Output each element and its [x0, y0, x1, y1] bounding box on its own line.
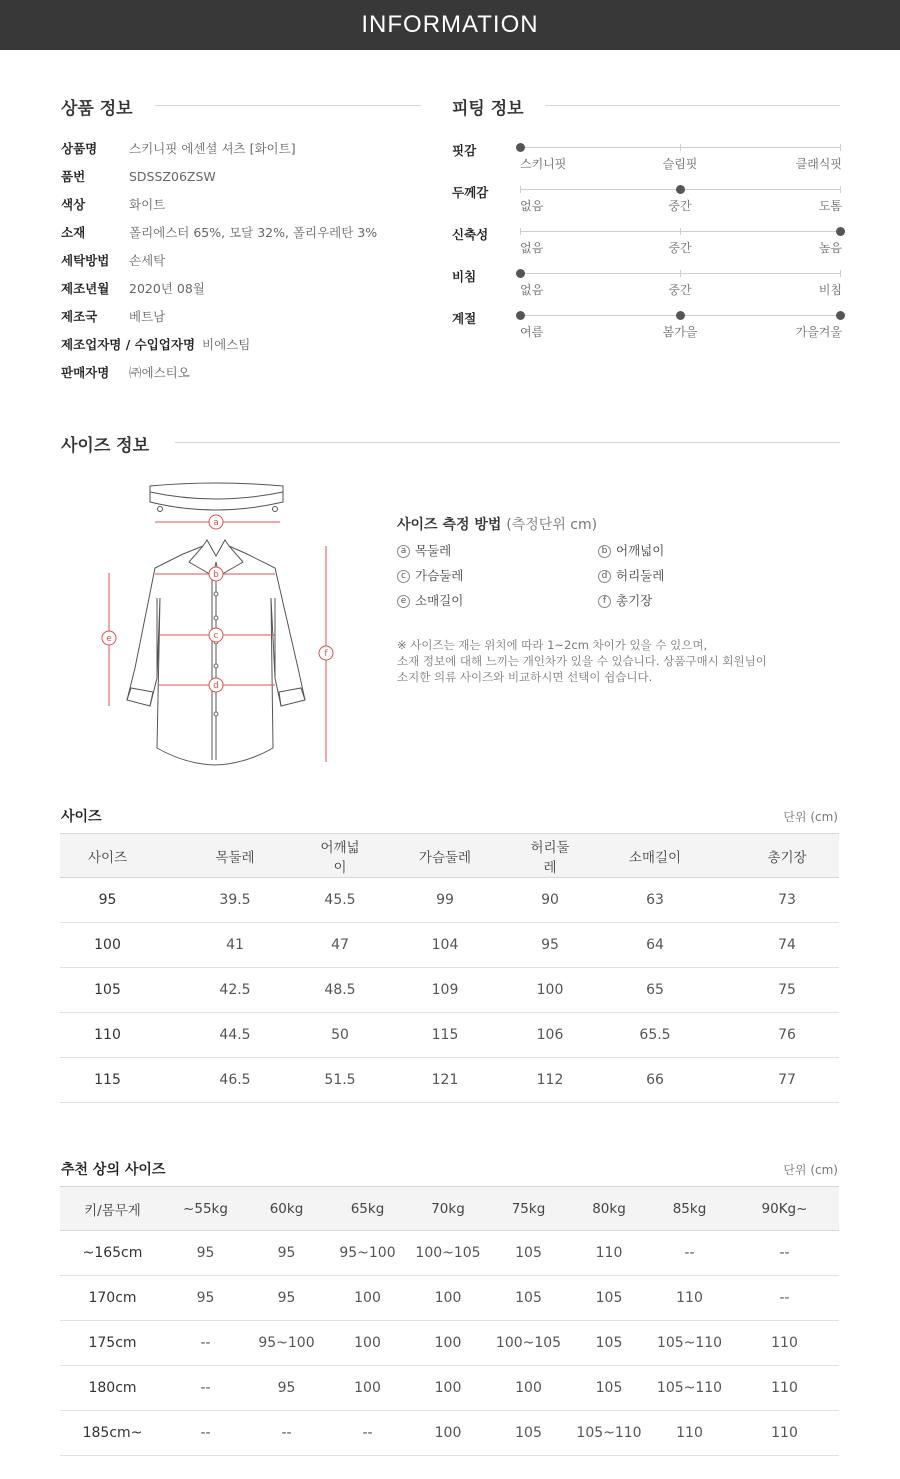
table-cell: 73 [735, 878, 839, 923]
divider [545, 105, 840, 106]
table-cell: 74 [735, 923, 839, 968]
product-info-value: 베트남 [129, 309, 166, 324]
fitting-tick [840, 186, 841, 193]
fitting-option: 도톰 [818, 199, 842, 213]
table-cell: 100 [408, 1411, 488, 1456]
table-header-cell: 80kg [569, 1187, 649, 1231]
fitting-selected-dot [516, 311, 525, 320]
table-cell: -- [649, 1231, 730, 1276]
table-header-cell: 60kg [246, 1187, 327, 1231]
measure-item [397, 566, 463, 584]
table-cell: 100 [327, 1276, 408, 1321]
table-cell: 42.5 [155, 968, 315, 1013]
product-info-value: 비에스팀 [202, 337, 251, 352]
table-header-cell: ~55kg [165, 1187, 246, 1231]
measure-label: 어깨넓이 [616, 543, 665, 558]
fitting-selected-dot [836, 311, 845, 320]
table-cell: 105 [569, 1321, 649, 1366]
table-cell: 75 [735, 968, 839, 1013]
table-row [60, 1276, 839, 1321]
table-cell: 44.5 [155, 1013, 315, 1058]
table-cell: 95 [525, 923, 575, 968]
product-info-label: 색상 [61, 197, 86, 212]
size-info-title: 사이즈 정보 [61, 431, 167, 456]
product-info-label: 판매자명 [61, 365, 110, 380]
table-cell: -- [165, 1366, 246, 1411]
information-banner: INFORMATION [0, 0, 900, 50]
table-header-cell: 사이즈 [60, 834, 155, 878]
table-cell: 105~110 [569, 1411, 649, 1456]
table-cell: 95 [165, 1231, 246, 1276]
table-header-cell: 70kg [408, 1187, 488, 1231]
table-cell: 180cm [60, 1366, 165, 1411]
table-cell: 46.5 [155, 1058, 315, 1103]
table-cell: 105 [569, 1276, 649, 1321]
table-row [60, 1411, 839, 1456]
fitting-tick [840, 270, 841, 277]
fitting-tick [520, 228, 521, 235]
table-header-cell: 총기장 [735, 834, 839, 878]
divider [175, 442, 840, 443]
table-header-cell: 가슴둘레 [365, 834, 525, 878]
table-cell: 105 [569, 1366, 649, 1411]
table-cell: -- [165, 1321, 246, 1366]
table-cell: 109 [365, 968, 525, 1013]
table-cell: 110 [60, 1013, 155, 1058]
measure-label: 소매길이 [415, 593, 464, 608]
table-cell: 100~105 [408, 1231, 488, 1276]
table-cell: ~165cm [60, 1231, 165, 1276]
table-cell: 185cm~ [60, 1411, 165, 1456]
measure-letter: b [598, 545, 611, 558]
product-info-value: 폴리에스터 65%, 모달 32%, 폴리우레탄 3% [129, 225, 378, 240]
table-cell: 106 [525, 1013, 575, 1058]
table-cell: 100~105 [488, 1321, 569, 1366]
fitting-option: 없음 [520, 241, 544, 255]
table-cell: 110 [730, 1366, 839, 1411]
product-info-value: 손세탁 [129, 253, 166, 268]
size-table [60, 833, 839, 1103]
recommend-table-unit: 단위 (cm) [783, 1163, 838, 1177]
table-row [60, 1321, 839, 1366]
measure-letter: d [598, 570, 611, 583]
fitting-scale [520, 189, 842, 213]
fitting-option: 중간 [668, 283, 692, 297]
measure-letter: e [397, 595, 410, 608]
size-table-title: 사이즈 [61, 809, 102, 825]
table-cell: 77 [735, 1058, 839, 1103]
product-info-label: 세탁방법 [61, 253, 110, 268]
table-cell: 95 [246, 1366, 327, 1411]
table-cell: 66 [575, 1058, 735, 1103]
table-row [60, 878, 839, 923]
table-cell: 39.5 [155, 878, 315, 923]
fitting-label: 두께감 [452, 185, 489, 200]
fitting-option: 없음 [520, 199, 544, 213]
table-cell: 76 [735, 1013, 839, 1058]
table-header-cell: 허리둘레 [525, 834, 575, 878]
table-cell: 48.5 [315, 968, 365, 1013]
table-row [60, 1013, 839, 1058]
fitting-label: 핏감 [452, 143, 477, 158]
measure-item [397, 591, 463, 609]
table-cell: 100 [408, 1366, 488, 1411]
product-info-label: 소재 [61, 225, 86, 240]
size-note: ※ 사이즈는 재는 위치에 따라 1~2cm 차이가 있을 수 있으며, 소재 정보에 대해 느끼는 개인차가 있을 수 있습니다. 상품구매시 회원님이 소지한 의류 사이즈와 비교하시면 선택이 쉽습니다. [397, 638, 767, 684]
table-header-cell: 소매길이 [575, 834, 735, 878]
fitting-selected-dot [676, 311, 685, 320]
table-header-cell: 어깨넓이 [315, 834, 365, 878]
table-row [60, 1231, 839, 1276]
table-cell: 170cm [60, 1276, 165, 1321]
table-cell: 95 [246, 1276, 327, 1321]
table-cell: 45.5 [315, 878, 365, 923]
table-cell: 100 [60, 923, 155, 968]
table-cell: -- [246, 1411, 327, 1456]
table-cell: -- [165, 1411, 246, 1456]
fitting-option: 스키니핏 [520, 157, 567, 171]
table-header-cell: 키/몸무게 [60, 1187, 165, 1231]
product-info-label: 제조년월 [61, 281, 110, 296]
table-cell: 100 [408, 1321, 488, 1366]
table-cell: 90 [525, 878, 575, 923]
fitting-tick [680, 270, 681, 277]
table-cell: -- [730, 1276, 839, 1321]
fitting-option: 높음 [818, 241, 842, 255]
table-cell: 95 [246, 1231, 327, 1276]
measure-label: 가슴둘레 [415, 568, 464, 583]
measure-label: 허리둘레 [616, 568, 665, 583]
product-info-value: ㈜에스티오 [129, 365, 190, 380]
table-cell: 100 [408, 1276, 488, 1321]
fitting-row [452, 311, 842, 345]
fitting-option: 없음 [520, 283, 544, 297]
measure-item [598, 541, 664, 559]
fitting-option: 봄가을 [662, 325, 698, 339]
measure-label: 목둘레 [415, 543, 452, 558]
fitting-row [452, 227, 842, 261]
table-cell: 115 [365, 1013, 525, 1058]
fitting-tick [840, 144, 841, 151]
table-header-row [60, 834, 839, 878]
table-row [60, 968, 839, 1013]
table-row [60, 1058, 839, 1103]
fitting-scale [520, 315, 842, 339]
table-cell: 47 [315, 923, 365, 968]
fitting-label: 계절 [452, 311, 477, 326]
table-cell: 175cm [60, 1321, 165, 1366]
shirt-diagram [95, 478, 345, 770]
fitting-option: 가을겨울 [795, 325, 842, 339]
product-info-value: 2020년 08월 [129, 281, 205, 296]
fitting-option: 여름 [520, 325, 544, 339]
table-cell: 100 [327, 1366, 408, 1411]
fitting-selected-dot [516, 269, 525, 278]
table-header-cell: 90Kg~ [730, 1187, 839, 1231]
table-cell: 110 [649, 1276, 730, 1321]
table-cell: 110 [730, 1321, 839, 1366]
fitting-scale [520, 231, 842, 255]
table-header-cell: 75kg [488, 1187, 569, 1231]
fitting-selected-dot [516, 143, 525, 152]
table-cell: 41 [155, 923, 315, 968]
fitting-tick [520, 186, 521, 193]
table-cell: 50 [315, 1013, 365, 1058]
table-cell: 105 [488, 1411, 569, 1456]
measure-label: 총기장 [616, 593, 653, 608]
recommend-table-title: 추천 상의 사이즈 [61, 1162, 166, 1178]
fitting-option: 중간 [668, 199, 692, 213]
fitting-scale [520, 147, 842, 171]
diagram-letter: f [324, 649, 328, 659]
table-cell: 95 [165, 1276, 246, 1321]
table-cell: 105 [60, 968, 155, 1013]
measure-item [397, 541, 451, 559]
fitting-tick [680, 144, 681, 151]
diagram-letter: a [213, 518, 219, 528]
table-cell: 95~100 [246, 1321, 327, 1366]
table-header-row [60, 1187, 839, 1231]
measure-letter: a [397, 545, 410, 558]
table-cell: 51.5 [315, 1058, 365, 1103]
product-info-label: 품번 [61, 169, 86, 184]
product-info-value: SDSSZ06ZSW [129, 169, 216, 184]
table-cell: 110 [730, 1411, 839, 1456]
product-info-label: 제조국 [61, 309, 98, 324]
table-cell: 105~110 [649, 1321, 730, 1366]
table-cell: 121 [365, 1058, 525, 1103]
fitting-row [452, 269, 842, 303]
table-cell: 99 [365, 878, 525, 923]
table-cell: 105~110 [649, 1366, 730, 1411]
fitting-tick [680, 228, 681, 235]
fitting-label: 비침 [452, 269, 477, 284]
product-info-value: 화이트 [129, 197, 166, 212]
table-cell: 65.5 [575, 1013, 735, 1058]
table-cell: 115 [60, 1058, 155, 1103]
diagram-letter: d [213, 681, 219, 691]
table-cell: 100 [488, 1366, 569, 1411]
diagram-letter: b [213, 570, 219, 580]
fitting-info-title: 피팅 정보 [452, 94, 542, 119]
measure-letter: f [598, 595, 611, 608]
fitting-scale [520, 273, 842, 297]
table-row [60, 1366, 839, 1411]
table-cell: 100 [327, 1321, 408, 1366]
recommend-table [60, 1186, 839, 1456]
table-header-cell: 85kg [649, 1187, 730, 1231]
measure-letter: c [397, 570, 410, 583]
measure-item [598, 566, 664, 584]
table-cell: 105 [488, 1276, 569, 1321]
table-header-cell: 목둘레 [155, 834, 315, 878]
table-cell: 104 [365, 923, 525, 968]
size-table-unit: 단위 (cm) [783, 810, 838, 824]
table-cell: 95~100 [327, 1231, 408, 1276]
diagram-letter: c [213, 631, 219, 641]
product-info-label: 제조업자명 / 수입업자명 [61, 337, 196, 352]
fitting-row [452, 143, 842, 177]
divider [155, 105, 421, 106]
fitting-option: 슬림핏 [662, 157, 698, 171]
diagram-letter: e [106, 634, 112, 644]
measure-item [598, 591, 652, 609]
table-cell: 112 [525, 1058, 575, 1103]
fitting-option: 중간 [668, 241, 692, 255]
table-cell: 105 [488, 1231, 569, 1276]
table-row [60, 923, 839, 968]
product-info-value: 스키니핏 에센셜 셔츠 [화이트] [129, 141, 296, 156]
table-header-cell: 65kg [327, 1187, 408, 1231]
product-info-title: 상품 정보 [61, 94, 151, 119]
table-cell: 110 [569, 1231, 649, 1276]
table-cell: 100 [525, 968, 575, 1013]
fitting-label: 신축성 [452, 227, 489, 242]
fitting-selected-dot [676, 185, 685, 194]
table-cell: -- [327, 1411, 408, 1456]
product-info-label: 상품명 [61, 141, 98, 156]
table-cell: -- [730, 1231, 839, 1276]
table-cell: 110 [649, 1411, 730, 1456]
table-cell: 95 [60, 878, 155, 923]
table-cell: 64 [575, 923, 735, 968]
table-cell: 63 [575, 878, 735, 923]
fitting-option: 클래식핏 [795, 157, 842, 171]
fitting-row [452, 185, 842, 219]
fitting-option: 비침 [818, 283, 842, 297]
table-cell: 65 [575, 968, 735, 1013]
measure-method-title: 사이즈 측정 방법 (측정단위 cm) [397, 517, 598, 533]
fitting-selected-dot [836, 227, 845, 236]
